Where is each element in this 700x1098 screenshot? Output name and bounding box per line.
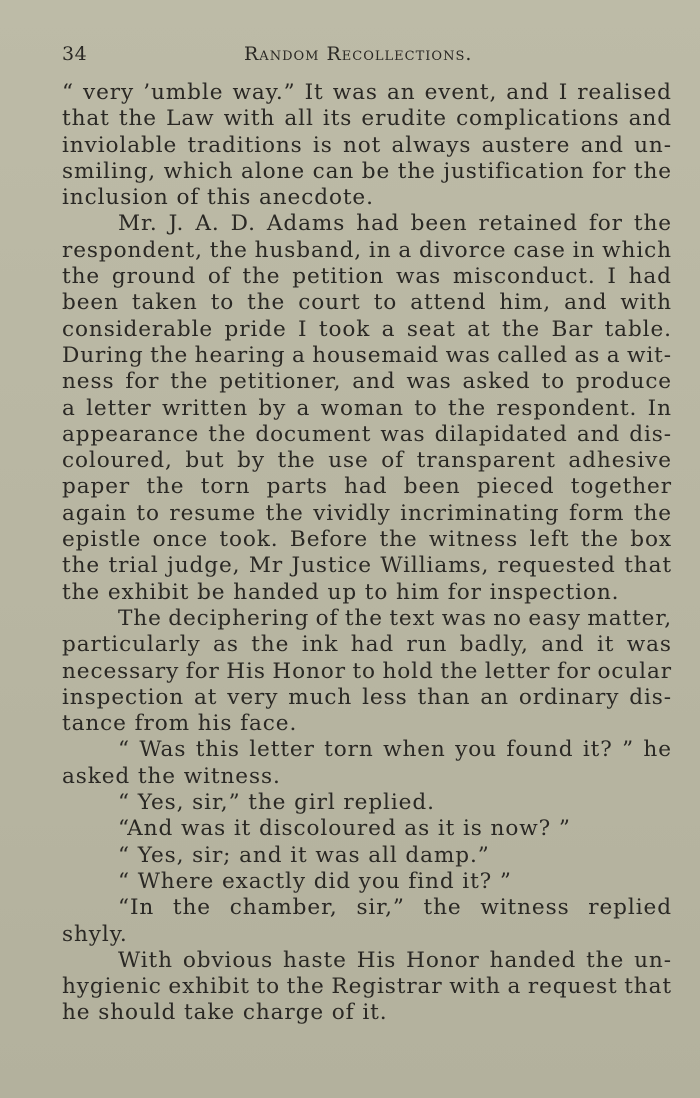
word: use bbox=[328, 448, 369, 474]
word: hygienic bbox=[62, 974, 162, 1000]
word: in bbox=[572, 237, 596, 263]
text-line bbox=[62, 474, 672, 500]
word: the bbox=[440, 658, 479, 684]
word: had bbox=[344, 474, 388, 500]
word: at bbox=[467, 316, 491, 342]
word: him, bbox=[499, 290, 552, 316]
word: ’umble bbox=[143, 80, 224, 105]
word: requested bbox=[497, 553, 616, 579]
word: an bbox=[386, 80, 416, 105]
text-line bbox=[62, 501, 672, 527]
word: considerable bbox=[62, 316, 214, 342]
word: torn bbox=[200, 474, 251, 500]
text-line bbox=[62, 527, 672, 553]
word: deciphering bbox=[168, 605, 310, 631]
word: Honor bbox=[272, 658, 346, 684]
word: seat bbox=[406, 316, 456, 342]
word: obvious bbox=[182, 947, 274, 973]
text-line bbox=[62, 895, 672, 921]
word: text bbox=[389, 605, 436, 631]
body-text bbox=[62, 80, 672, 1027]
word: to bbox=[541, 369, 566, 395]
word: produce bbox=[575, 369, 672, 395]
text-line: asked the witness. bbox=[62, 763, 281, 789]
word: parts bbox=[266, 474, 328, 500]
word: inspection bbox=[62, 684, 185, 710]
word: can bbox=[312, 158, 355, 184]
page-number: 34 bbox=[62, 43, 88, 65]
word: the bbox=[448, 395, 487, 421]
word: un- bbox=[634, 132, 672, 158]
word: to bbox=[256, 974, 281, 1000]
text-line bbox=[62, 159, 672, 185]
word: divorce bbox=[419, 237, 507, 263]
word: the bbox=[242, 264, 281, 290]
word: the bbox=[633, 158, 672, 184]
word: petition bbox=[292, 264, 385, 290]
word: an bbox=[480, 684, 509, 710]
word: run bbox=[406, 632, 448, 658]
word: that bbox=[62, 106, 110, 132]
word: hearing bbox=[194, 342, 286, 368]
word: torn bbox=[324, 737, 374, 763]
word: the bbox=[501, 316, 541, 342]
word: was bbox=[380, 421, 426, 447]
word: was bbox=[445, 342, 491, 368]
word: been bbox=[62, 290, 119, 316]
word: very bbox=[227, 684, 279, 710]
word: again bbox=[62, 500, 127, 526]
word: particularly bbox=[62, 632, 201, 658]
running-head bbox=[62, 40, 668, 68]
word: no bbox=[493, 605, 522, 631]
word: The bbox=[118, 605, 162, 631]
text-line bbox=[62, 396, 672, 422]
word: woman bbox=[320, 395, 404, 421]
word: to bbox=[352, 658, 376, 684]
word: at bbox=[193, 684, 218, 710]
word: I bbox=[558, 80, 569, 105]
word: the bbox=[208, 421, 247, 447]
word: as bbox=[574, 342, 601, 368]
word: A. bbox=[195, 211, 220, 237]
word: trial bbox=[108, 553, 159, 579]
word: always bbox=[391, 132, 472, 158]
word: incriminating bbox=[400, 500, 560, 526]
word: Was bbox=[139, 737, 187, 763]
word: dis- bbox=[629, 684, 672, 710]
word: with bbox=[223, 106, 276, 132]
word: of bbox=[207, 264, 231, 290]
word: is bbox=[312, 132, 333, 158]
word: ” bbox=[622, 737, 635, 763]
word: judge, bbox=[167, 553, 241, 579]
word: be bbox=[361, 158, 391, 184]
word: left bbox=[529, 527, 570, 553]
word: chamber, bbox=[229, 895, 338, 921]
word: ness bbox=[62, 369, 115, 395]
word: With bbox=[118, 947, 173, 973]
word: the bbox=[286, 974, 325, 1000]
word: a bbox=[381, 316, 396, 342]
word: was bbox=[441, 605, 487, 631]
word: the bbox=[247, 290, 286, 316]
text-line bbox=[62, 80, 672, 106]
word: and bbox=[580, 132, 624, 158]
word: coloured, bbox=[62, 448, 173, 474]
word: table. bbox=[604, 316, 672, 342]
word: I bbox=[607, 264, 617, 290]
word: and bbox=[506, 80, 550, 105]
text-line bbox=[62, 133, 672, 159]
word: the bbox=[633, 500, 672, 526]
word: the bbox=[265, 500, 304, 526]
word: was bbox=[395, 264, 442, 290]
word: to bbox=[414, 395, 438, 421]
word: exhibit bbox=[168, 974, 250, 1000]
word: was bbox=[332, 80, 378, 105]
word: austere bbox=[481, 132, 571, 158]
word: petitioner, bbox=[219, 369, 342, 395]
text-line bbox=[62, 948, 672, 974]
word: of bbox=[315, 605, 339, 631]
word: Adams bbox=[266, 211, 346, 237]
word: not bbox=[342, 132, 382, 158]
word: retained bbox=[478, 211, 578, 237]
word: witness bbox=[428, 527, 519, 553]
word: been bbox=[410, 211, 468, 237]
word: a bbox=[507, 974, 522, 1000]
word: dilapidated bbox=[434, 421, 568, 447]
word: as bbox=[213, 632, 239, 658]
word: the bbox=[423, 895, 462, 921]
word: for bbox=[556, 658, 591, 684]
word: paper bbox=[62, 474, 131, 500]
word: asked bbox=[462, 369, 531, 395]
word: had bbox=[350, 632, 395, 658]
word: I bbox=[298, 316, 308, 342]
word: appearance bbox=[62, 421, 200, 447]
word: less bbox=[362, 684, 408, 710]
word: of bbox=[381, 448, 405, 474]
word: much bbox=[288, 684, 353, 710]
word: Justice bbox=[291, 553, 372, 579]
word: “ bbox=[118, 737, 130, 763]
text-line bbox=[62, 343, 672, 369]
word: letter bbox=[484, 658, 551, 684]
word: and bbox=[628, 106, 672, 132]
text-line bbox=[62, 553, 672, 579]
word: a bbox=[291, 342, 306, 368]
word: pride bbox=[224, 316, 287, 342]
word: attend bbox=[410, 290, 487, 316]
word: for bbox=[592, 158, 627, 184]
text-line bbox=[62, 606, 672, 632]
word: the bbox=[146, 474, 185, 500]
text-line bbox=[62, 737, 672, 763]
text-line bbox=[62, 369, 672, 395]
word: which bbox=[602, 237, 672, 263]
word: resume bbox=[169, 500, 257, 526]
text-line bbox=[62, 974, 672, 1000]
word: alone bbox=[241, 158, 306, 184]
text-line bbox=[62, 659, 672, 685]
word: than bbox=[417, 684, 471, 710]
word: court bbox=[298, 290, 361, 316]
word: necessary bbox=[62, 658, 180, 684]
word: ordinary bbox=[518, 684, 620, 710]
word: D. bbox=[230, 211, 256, 237]
word: badly, bbox=[459, 632, 529, 658]
word: the bbox=[251, 632, 290, 658]
word: but bbox=[185, 448, 225, 474]
text-line: “ Yes, sir; and it was all damp.” bbox=[118, 842, 490, 868]
word: His bbox=[356, 947, 397, 973]
word: event, bbox=[424, 80, 498, 105]
word: hold bbox=[382, 658, 434, 684]
word: housemaid bbox=[312, 342, 440, 368]
word: It bbox=[304, 80, 324, 105]
word: form bbox=[568, 500, 625, 526]
word: took bbox=[318, 316, 371, 342]
word: a bbox=[296, 395, 311, 421]
word: box bbox=[630, 527, 672, 553]
word: realised bbox=[577, 80, 672, 105]
word: pieced bbox=[476, 474, 555, 500]
word: dis- bbox=[629, 421, 672, 447]
word: the bbox=[118, 106, 157, 132]
word: adhesive bbox=[568, 448, 672, 474]
word: this bbox=[195, 737, 240, 763]
word: for bbox=[125, 369, 160, 395]
word: with bbox=[449, 974, 501, 1000]
word: which bbox=[163, 158, 234, 184]
word: vividly bbox=[313, 500, 391, 526]
word: with bbox=[620, 290, 672, 316]
text-line: the exhibit be handed up to him for inspection. bbox=[62, 579, 620, 605]
word: by bbox=[237, 448, 265, 474]
word: for bbox=[588, 211, 623, 237]
word: misconduct. bbox=[452, 264, 596, 290]
word: J. bbox=[168, 211, 185, 237]
word: erudite bbox=[361, 106, 447, 132]
word: wit- bbox=[626, 342, 672, 368]
word: been bbox=[403, 474, 461, 500]
word: “ bbox=[62, 80, 74, 105]
word: had bbox=[356, 211, 400, 237]
word: that bbox=[624, 974, 672, 1000]
word: matter, bbox=[587, 605, 672, 631]
word: was bbox=[626, 632, 672, 658]
text-line bbox=[62, 685, 672, 711]
word: transparent bbox=[416, 448, 556, 474]
text-line: “ Yes, sir,” the girl replied. bbox=[118, 790, 435, 816]
word: “In bbox=[118, 895, 155, 921]
text-line: tance from his face. bbox=[62, 711, 298, 737]
word: justification bbox=[443, 158, 585, 184]
text-line: shyly. bbox=[62, 921, 128, 947]
word: a bbox=[62, 395, 76, 421]
word: the bbox=[209, 237, 248, 263]
word: the bbox=[62, 264, 101, 290]
word: took. bbox=[219, 527, 279, 553]
word: way.” bbox=[232, 80, 296, 105]
word: sir,” bbox=[356, 895, 405, 921]
word: Law bbox=[166, 106, 215, 132]
word: easy bbox=[528, 605, 581, 631]
word: witness bbox=[480, 895, 570, 921]
word: husband, bbox=[254, 237, 363, 263]
word: to bbox=[136, 500, 160, 526]
word: Mr. bbox=[118, 211, 158, 237]
word: Mr bbox=[248, 553, 284, 579]
word: and bbox=[576, 421, 621, 447]
word: respondent. bbox=[496, 395, 638, 421]
text-line bbox=[62, 238, 672, 264]
text-line bbox=[62, 448, 672, 474]
word: handed bbox=[489, 947, 577, 973]
word: In bbox=[647, 395, 672, 421]
text-line bbox=[62, 290, 672, 316]
word: had bbox=[628, 264, 672, 290]
word: for bbox=[185, 658, 220, 684]
text-line: “ Where exactly did you find it? ” bbox=[118, 868, 512, 894]
word: inviolable bbox=[62, 132, 178, 158]
word: called bbox=[497, 342, 568, 368]
word: the bbox=[580, 527, 619, 553]
word: document bbox=[255, 421, 372, 447]
word: During bbox=[62, 342, 144, 368]
text-line bbox=[62, 317, 672, 343]
word: written bbox=[161, 395, 249, 421]
word: to bbox=[373, 290, 398, 316]
word: the bbox=[277, 448, 316, 474]
word: Williams, bbox=[380, 553, 490, 579]
word: ground bbox=[111, 264, 197, 290]
word: a bbox=[398, 237, 413, 263]
word: you bbox=[455, 737, 497, 763]
word: and bbox=[541, 632, 585, 658]
word: a bbox=[606, 342, 621, 368]
word: in bbox=[368, 237, 392, 263]
word: Registrar bbox=[331, 974, 443, 1000]
word: His bbox=[226, 658, 266, 684]
word: ocular bbox=[597, 658, 672, 684]
word: once bbox=[152, 527, 209, 553]
word: found bbox=[506, 737, 574, 763]
word: very bbox=[83, 80, 135, 105]
word: respondent, bbox=[62, 237, 203, 263]
text-line: inclusion of this anecdote. bbox=[62, 185, 374, 211]
word: and bbox=[352, 369, 396, 395]
word: when bbox=[383, 737, 446, 763]
text-line bbox=[62, 632, 672, 658]
word: epistle bbox=[62, 527, 142, 553]
word: and bbox=[564, 290, 608, 316]
word: the bbox=[379, 527, 418, 553]
word: by bbox=[258, 395, 287, 421]
word: haste bbox=[282, 947, 347, 973]
word: un- bbox=[634, 947, 672, 973]
word: the bbox=[172, 895, 211, 921]
text-line bbox=[62, 211, 672, 237]
word: letter bbox=[86, 395, 152, 421]
word: the bbox=[397, 158, 436, 184]
word: complications bbox=[456, 106, 620, 132]
word: he bbox=[643, 737, 672, 763]
word: request bbox=[527, 974, 618, 1000]
word: Bar bbox=[551, 316, 594, 342]
word: Honor bbox=[406, 947, 480, 973]
word: that bbox=[624, 553, 672, 579]
word: to bbox=[210, 290, 235, 316]
word: Before bbox=[289, 527, 369, 553]
word: letter bbox=[249, 737, 315, 763]
word: traditions bbox=[187, 132, 303, 158]
word: the bbox=[344, 605, 383, 631]
word: it bbox=[596, 632, 615, 658]
word: the bbox=[170, 369, 209, 395]
text-line: he should take charge of it. bbox=[62, 1000, 388, 1026]
text-line bbox=[62, 422, 672, 448]
word: the bbox=[633, 211, 672, 237]
text-line bbox=[62, 264, 672, 290]
text-line bbox=[62, 106, 672, 132]
word: replied bbox=[588, 895, 672, 921]
word: was bbox=[406, 369, 452, 395]
word: the bbox=[150, 342, 189, 368]
word: the bbox=[586, 947, 625, 973]
word: ink bbox=[301, 632, 339, 658]
word: taken bbox=[131, 290, 198, 316]
word: its bbox=[322, 106, 353, 132]
word: all bbox=[284, 106, 314, 132]
word: it? bbox=[582, 737, 613, 763]
word: smiling, bbox=[62, 158, 157, 184]
word: case bbox=[513, 237, 566, 263]
word: together bbox=[570, 474, 672, 500]
word: the bbox=[62, 553, 101, 579]
text-line: “And was it discoloured as it is now? ” bbox=[118, 816, 571, 842]
running-title: Random Recollections. bbox=[244, 43, 473, 65]
